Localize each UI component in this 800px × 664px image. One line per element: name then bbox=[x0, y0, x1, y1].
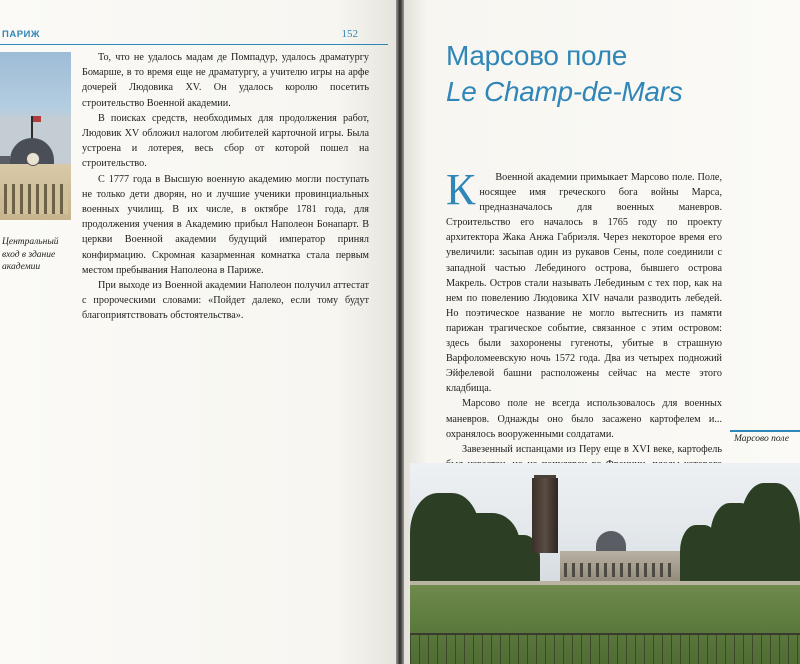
colonnade bbox=[4, 184, 68, 214]
academy-windows bbox=[564, 563, 676, 577]
chapter-title-ru: Марсово поле bbox=[446, 40, 628, 71]
clock bbox=[26, 152, 40, 166]
paragraph: С 1777 года в Высшую военную академию могли поступать не только дети дворян, но и лучшие ученики провинциальных военных училищ. В их числе, в октябре 1781 года, для продолжения учения в Академию прибыл Наполеон Бонапарт. В церкви Военной академии будущий император принял конфирмацию. Скромная казарменная комнатка стала первым местом пребывания Наполеона в Париже. bbox=[82, 173, 369, 276]
paragraph: При выходе из Военной академии Наполеон получил аттестат с пророческими словами: «Пойдет далеко, если тому будут благоприятствовать обстоятельства». bbox=[82, 280, 369, 322]
right-page bbox=[404, 0, 800, 664]
paragraph: То, что не удалось мадам де Помпадур, удалось драматургу Бомарше, в то время еще не драматургу, а учителю игры на арфе дочерей Людовика XV. Он удалось королю посетить строительство Военной академии. bbox=[82, 52, 369, 109]
military-academy-photo bbox=[0, 52, 71, 220]
drop-cap: К bbox=[446, 165, 476, 214]
caption-rule bbox=[730, 430, 800, 432]
photo-caption-right: Марсово поле bbox=[734, 434, 789, 444]
page-number: 152 bbox=[341, 28, 358, 40]
chapter-title-fr: Le Champ-de-Mars bbox=[446, 76, 683, 107]
champ-de-mars-photo bbox=[410, 463, 800, 664]
paragraph: Марсово поле не всегда использовалось для военных маневров. Однажды оно было засажено картофелем и... охранялось вооруженными солдатами. bbox=[446, 398, 722, 440]
montparnasse-tower bbox=[532, 478, 558, 553]
first-paragraph-text: Военной академии примыкает Марсово поле. Поле, носящее имя греческого бога войны Марса, предназначалось для военных маневров. Строительство его началось в 1765 году по проекту архитектора Жака Анжа Габриэля. Через некоторое время его увеличили: засыпав один из рукавов Сены, поле соединили с западной частью Лебединого острова, бывшего острова Макрель. Остров стали называть Лебединым с тех пор, как на нем по повелению Людовика XIV начали разводить лебедей. Но поэтическое название не могло вытеснить из памяти парижан трагическое событие, связанное с этим островом: здесь были захоронены гугеноты, убитые в страшную Варфоломеевскую ночь 1572 года. Два из четырех подножий Эйфелевой башни расположены сейчас на месте этого кладбища. bbox=[446, 172, 722, 395]
right-body-text bbox=[446, 165, 722, 487]
academy-dome-far bbox=[596, 531, 626, 553]
fence bbox=[410, 635, 800, 664]
paragraph: Завезенный испанцами из Перу еще в XVI веке, картофель bbox=[462, 443, 722, 455]
first-paragraph bbox=[446, 165, 722, 396]
left-page bbox=[0, 0, 396, 664]
section-name: ПАРИЖ bbox=[2, 29, 40, 40]
book-gutter bbox=[396, 0, 404, 664]
paragraph: В поисках средств, необходимых для продолжения работ, Людовик XV обложил налогом любителей карточной игры. Была устроена и лотерея, весь сбор от которой пошел на строительство. bbox=[82, 112, 369, 170]
photo-caption-left: Центральный вход в здание академии bbox=[2, 237, 59, 272]
tree-right bbox=[740, 483, 800, 591]
flag bbox=[33, 116, 41, 122]
left-body-text bbox=[82, 50, 369, 324]
running-header bbox=[0, 28, 388, 45]
